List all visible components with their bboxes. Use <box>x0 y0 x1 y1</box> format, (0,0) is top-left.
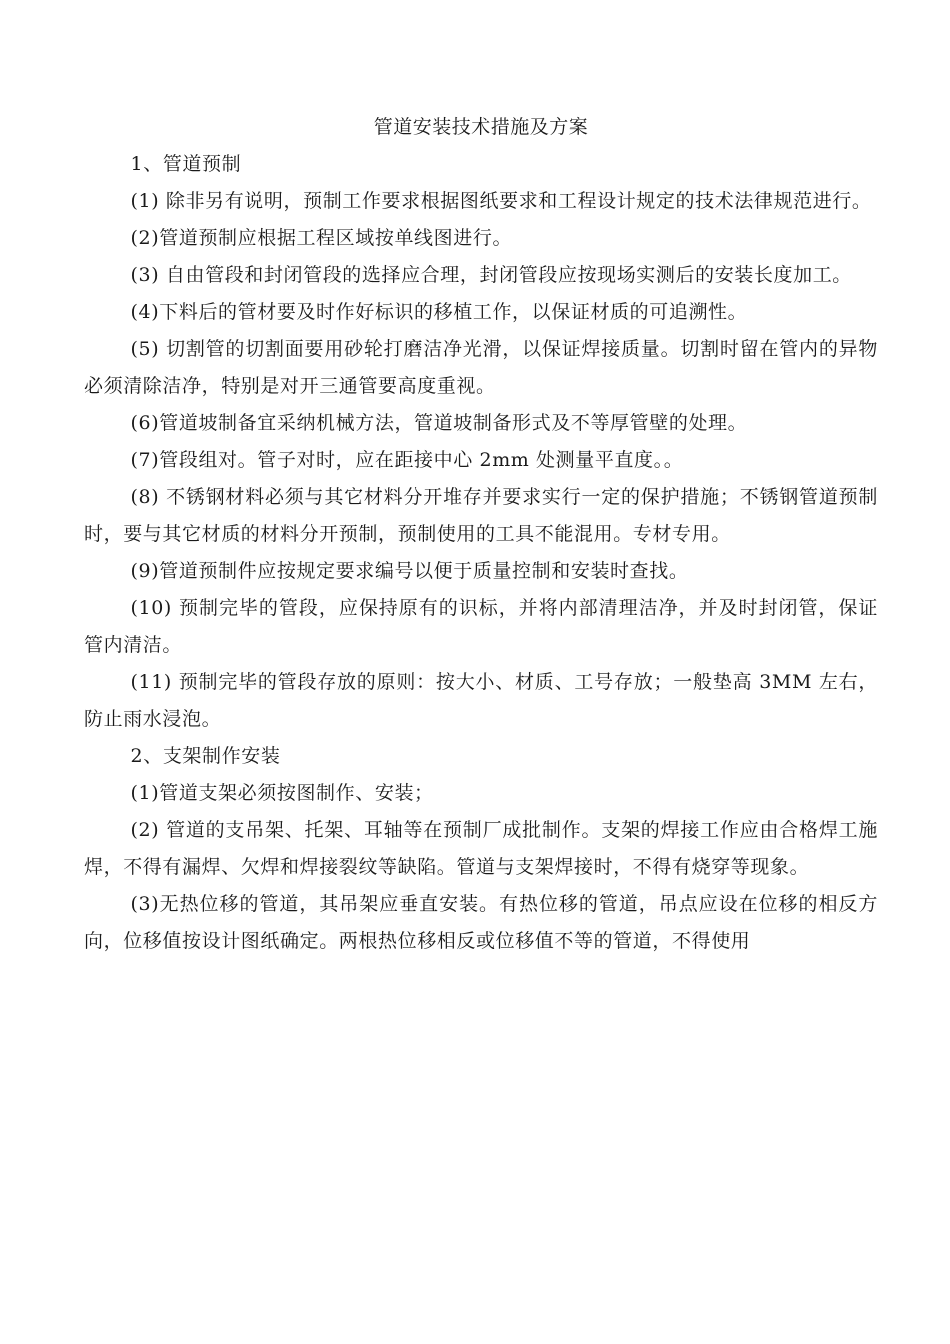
paragraph: (3) 自由管段和封闭管段的选择应合理，封闭管段应按现场实测后的安装长度加工。 <box>130 264 852 286</box>
section-heading-prefabrication: 1、管道预制 <box>130 153 242 175</box>
paragraph: (6)管道坡制备宜采纳机械方法，管道坡制备形式及不等厚管壁的处理。 <box>130 412 748 434</box>
paragraph: (2) 管道的支吊架、托架、耳轴等在预制厂成批制作。支架的焊接工作应由合格焊工施焊，不得有漏焊、欠焊和焊接裂纹等缺陷。管道与支架焊接时，不得有烧穿等现象。 <box>84 819 878 878</box>
document-title: 管道安装技术措施及方案 <box>373 116 589 138</box>
section-heading-supports: 2、支架制作安装 <box>130 745 281 767</box>
paragraph: (4)下料后的管材要及时作好标识的移植工作，以保证材质的可追溯性。 <box>130 301 748 323</box>
paragraph: (7)管段组对。管子对时，应在距接中心 2mm 处测量平直度。。 <box>130 449 684 471</box>
document-body <box>84 108 878 960</box>
paragraph: (11) 预制完毕的管段存放的原则：按大小、材质、工号存放；一般垫高 3MM 左右，防止雨水浸泡。 <box>84 671 878 730</box>
paragraph: (3)无热位移的管道，其吊架应垂直安装。有热位移的管道，吊点应设在位移的相反方向，位移值按设计图纸确定。两根热位移相反或位移值不等的管道，不得使用 <box>84 893 878 952</box>
paragraph: (2)管道预制应根据工程区域按单线图进行。 <box>130 227 513 249</box>
paragraph: (10) 预制完毕的管段，应保持原有的识标，并将内部清理洁净，并及时封闭管，保证管内清洁。 <box>84 597 878 656</box>
paragraph: (8) 不锈钢材料必须与其它材料分开堆存并要求实行一定的保护措施；不锈钢管道预制时，要与其它材质的材料分开预制，预制使用的工具不能混用。专材专用。 <box>84 486 878 545</box>
paragraph: (9)管道预制件应按规定要求编号以便于质量控制和安装时查找。 <box>130 560 689 582</box>
paragraph: (5) 切割管的切割面要用砂轮打磨洁净光滑，以保证焊接质量。切割时留在管内的异物必须清除洁净，特别是对开三通管要高度重视。 <box>84 338 878 397</box>
paragraph: (1) 除非另有说明，预制工作要求根据图纸要求和工程设计规定的技术法律规范进行。 <box>130 190 872 212</box>
paragraph: (1)管道支架必须按图制作、安装； <box>130 782 434 804</box>
